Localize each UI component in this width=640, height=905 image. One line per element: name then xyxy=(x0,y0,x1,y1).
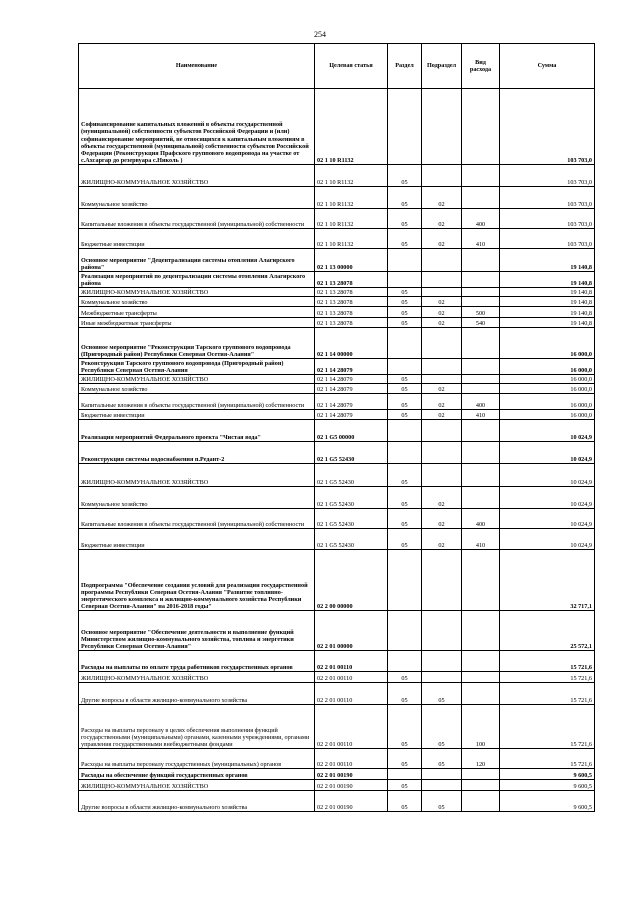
row-name: ЖИЛИЩНО-КОММУНАЛЬНОЕ ХОЗЯЙСТВО xyxy=(79,375,315,384)
row-expense-type xyxy=(462,780,500,791)
row-section: 05 xyxy=(388,288,422,297)
table-row xyxy=(79,229,595,249)
row-section: 05 xyxy=(388,683,422,705)
row-sum: 103 703,0 xyxy=(500,89,595,165)
row-name: Иные межбюджетные трансферты xyxy=(79,318,315,328)
row-target-article: 02 1 14 28079 xyxy=(315,394,388,410)
row-section: 05 xyxy=(388,229,422,249)
table-row xyxy=(79,464,595,487)
row-section: 05 xyxy=(388,529,422,550)
row-sum: 15 721,6 xyxy=(500,651,595,672)
row-name: Капитальные вложения в объекты государственной (муниципальной) собственности xyxy=(79,394,315,410)
row-name: Расходы на выплаты персоналу государственных (муниципальных) органов xyxy=(79,749,315,769)
row-subsection: 05 xyxy=(422,791,462,812)
table-body xyxy=(79,89,595,812)
row-sum: 19 140,8 xyxy=(500,297,595,307)
header-target-article: Целевая статья xyxy=(315,44,388,89)
table-row xyxy=(79,249,595,272)
row-target-article: 02 1 10 R1132 xyxy=(315,89,388,165)
row-target-article: 02 1 13 28078 xyxy=(315,288,388,297)
row-section xyxy=(388,651,422,672)
row-expense-type: 410 xyxy=(462,229,500,249)
table-row xyxy=(79,780,595,791)
row-name: Другие вопросы в области жилищно-коммунального хозяйства xyxy=(79,791,315,812)
row-section: 05 xyxy=(388,780,422,791)
row-name: Бюджетные инвестиции xyxy=(79,410,315,420)
row-section: 05 xyxy=(388,487,422,509)
row-expense-type xyxy=(462,487,500,509)
row-subsection: 02 xyxy=(422,394,462,410)
row-name: Реконструкция системы водоснабжения п.Редант-2 xyxy=(79,442,315,464)
row-target-article: 02 1 14 28079 xyxy=(315,410,388,420)
row-expense-type xyxy=(462,272,500,288)
row-target-article: 02 1 G5 52430 xyxy=(315,529,388,550)
table-row xyxy=(79,328,595,359)
row-expense-type xyxy=(462,89,500,165)
row-sum: 25 572,1 xyxy=(500,611,595,651)
row-expense-type: 400 xyxy=(462,509,500,529)
row-expense-type xyxy=(462,651,500,672)
row-expense-type xyxy=(462,375,500,384)
table-row xyxy=(79,749,595,769)
table-row xyxy=(79,89,595,165)
row-name: Бюджетные инвестиции xyxy=(79,529,315,550)
row-subsection xyxy=(422,651,462,672)
table-row xyxy=(79,187,595,209)
table-row xyxy=(79,394,595,410)
row-target-article: 02 2 01 00190 xyxy=(315,791,388,812)
table-row xyxy=(79,420,595,442)
row-target-article: 02 1 G5 52430 xyxy=(315,464,388,487)
row-section: 05 xyxy=(388,375,422,384)
row-expense-type: 120 xyxy=(462,749,500,769)
row-sum: 19 140,8 xyxy=(500,272,595,288)
table-row xyxy=(79,384,595,394)
row-sum: 16 000,0 xyxy=(500,328,595,359)
row-expense-type xyxy=(462,442,500,464)
row-sum: 103 703,0 xyxy=(500,165,595,187)
row-subsection: 02 xyxy=(422,509,462,529)
table-row xyxy=(79,288,595,297)
row-expense-type: 400 xyxy=(462,209,500,229)
row-target-article: 02 1 10 R1132 xyxy=(315,209,388,229)
row-name: ЖИЛИЩНО-КОММУНАЛЬНОЕ ХОЗЯЙСТВО xyxy=(79,464,315,487)
row-name: Софинансирование капитальных вложений в объекты государственной (муниципальной) собственности субъектов Российской Федерации и (или) софинансирование мероприятий, не относящихся к капитальным вложениям в объекты государственной (муниципальной) собственности субъектов Российской Федерации (Реконструкция Прафского группового водопровода на участке от с.Ахсаргар до резервуара с.Николь ) xyxy=(79,89,315,165)
row-target-article: 02 2 01 00000 xyxy=(315,611,388,651)
row-section xyxy=(388,272,422,288)
table-row xyxy=(79,297,595,307)
row-section xyxy=(388,769,422,780)
row-subsection: 02 xyxy=(422,307,462,318)
row-section: 05 xyxy=(388,318,422,328)
header-subsection: Подраздел xyxy=(422,44,462,89)
row-expense-type xyxy=(462,791,500,812)
row-sum: 16 000,0 xyxy=(500,410,595,420)
row-expense-type xyxy=(462,611,500,651)
row-sum: 103 703,0 xyxy=(500,229,595,249)
table-row xyxy=(79,651,595,672)
row-target-article: 02 1 G5 00000 xyxy=(315,420,388,442)
row-subsection: 02 xyxy=(422,297,462,307)
row-expense-type xyxy=(462,769,500,780)
page-number: 254 xyxy=(314,30,326,39)
row-target-article: 02 1 13 28078 xyxy=(315,297,388,307)
row-sum: 19 140,8 xyxy=(500,307,595,318)
row-name: ЖИЛИЩНО-КОММУНАЛЬНОЕ ХОЗЯЙСТВО xyxy=(79,165,315,187)
row-name: Реализация мероприятий по децентрализации системы отопления Алагирского района xyxy=(79,272,315,288)
row-subsection: 05 xyxy=(422,705,462,749)
row-target-article: 02 1 G5 52430 xyxy=(315,509,388,529)
row-sum: 15 721,6 xyxy=(500,705,595,749)
row-sum: 9 600,5 xyxy=(500,769,595,780)
row-subsection: 02 xyxy=(422,529,462,550)
row-sum: 32 717,1 xyxy=(500,550,595,611)
row-sum: 19 140,8 xyxy=(500,249,595,272)
header-expense-type: Вид расхода xyxy=(462,44,500,89)
row-target-article: 02 1 14 00000 xyxy=(315,328,388,359)
row-sum: 10 024,9 xyxy=(500,487,595,509)
table-row xyxy=(79,487,595,509)
row-section: 05 xyxy=(388,384,422,394)
row-name: Основное мероприятие "Децентрализация системы отопления Алагирского района" xyxy=(79,249,315,272)
row-subsection: 05 xyxy=(422,683,462,705)
row-sum: 10 024,9 xyxy=(500,464,595,487)
table-row xyxy=(79,550,595,611)
budget-table xyxy=(78,43,595,812)
row-expense-type: 500 xyxy=(462,307,500,318)
row-sum: 19 140,8 xyxy=(500,288,595,297)
row-name: Основное мероприятие "Обеспечение деятельности и выполнение функций Министерством жилищно-коммунального хозяйства, топлива и энергетики Республики Северная Осетия-Алания" xyxy=(79,611,315,651)
row-subsection xyxy=(422,249,462,272)
row-target-article: 02 1 G5 52430 xyxy=(315,442,388,464)
table-row xyxy=(79,272,595,288)
row-expense-type: 100 xyxy=(462,705,500,749)
row-subsection: 02 xyxy=(422,187,462,209)
row-sum: 10 024,9 xyxy=(500,420,595,442)
row-target-article: 02 1 10 R1132 xyxy=(315,229,388,249)
row-expense-type xyxy=(462,672,500,683)
row-subsection: 05 xyxy=(422,749,462,769)
row-section xyxy=(388,550,422,611)
table-row xyxy=(79,359,595,375)
table-row xyxy=(79,318,595,328)
row-name: Подпрограмма "Обеспечение создания условий для реализации государственной программы Республики Северная Осетия-Алания "Развитие топливно-энергетического комплекса и жилищно-коммунального хозяйства Республики Северная Осетия-Алания" на 2016-2018 годы" xyxy=(79,550,315,611)
table-row xyxy=(79,529,595,550)
row-sum: 10 024,9 xyxy=(500,529,595,550)
row-expense-type xyxy=(462,288,500,297)
row-expense-type: 400 xyxy=(462,394,500,410)
row-name: ЖИЛИЩНО-КОММУНАЛЬНОЕ ХОЗЯЙСТВО xyxy=(79,672,315,683)
row-sum: 16 000,0 xyxy=(500,359,595,375)
row-section xyxy=(388,420,422,442)
table-row xyxy=(79,410,595,420)
header-sum: Сумма xyxy=(500,44,595,89)
row-section: 05 xyxy=(388,394,422,410)
row-target-article: 02 1 13 00000 xyxy=(315,249,388,272)
row-target-article: 02 1 14 28079 xyxy=(315,359,388,375)
row-expense-type xyxy=(462,420,500,442)
row-subsection xyxy=(422,328,462,359)
row-subsection xyxy=(422,780,462,791)
table-row xyxy=(79,165,595,187)
row-name: Расходы на обеспечение функций государственных органов xyxy=(79,769,315,780)
row-section: 05 xyxy=(388,307,422,318)
header-section: Раздел xyxy=(388,44,422,89)
table-row xyxy=(79,442,595,464)
row-sum: 10 024,9 xyxy=(500,509,595,529)
table-row xyxy=(79,611,595,651)
row-target-article: 02 2 01 00110 xyxy=(315,651,388,672)
row-expense-type xyxy=(462,249,500,272)
row-sum: 16 000,0 xyxy=(500,384,595,394)
row-sum: 9 600,5 xyxy=(500,791,595,812)
row-subsection xyxy=(422,165,462,187)
row-section: 05 xyxy=(388,165,422,187)
row-subsection xyxy=(422,288,462,297)
row-sum: 19 140,8 xyxy=(500,318,595,328)
row-target-article: 02 1 13 28078 xyxy=(315,307,388,318)
table-header-row xyxy=(79,44,595,89)
row-target-article: 02 1 13 28078 xyxy=(315,318,388,328)
row-subsection: 02 xyxy=(422,487,462,509)
table-row xyxy=(79,683,595,705)
row-section xyxy=(388,249,422,272)
row-expense-type: 540 xyxy=(462,318,500,328)
row-sum: 16 000,0 xyxy=(500,394,595,410)
table-row xyxy=(79,769,595,780)
row-section: 05 xyxy=(388,749,422,769)
row-name: Бюджетные инвестиции xyxy=(79,229,315,249)
row-section xyxy=(388,611,422,651)
row-section xyxy=(388,328,422,359)
row-target-article: 02 2 01 00110 xyxy=(315,672,388,683)
row-name: Капитальные вложения в объекты государственной (муниципальной) собственности xyxy=(79,509,315,529)
row-expense-type xyxy=(462,384,500,394)
row-subsection xyxy=(422,89,462,165)
row-subsection xyxy=(422,672,462,683)
row-name: Межбюджетные трансферты xyxy=(79,307,315,318)
row-sum: 16 000,0 xyxy=(500,375,595,384)
row-name: ЖИЛИЩНО-КОММУНАЛЬНОЕ ХОЗЯЙСТВО xyxy=(79,288,315,297)
table-row xyxy=(79,705,595,749)
row-sum: 15 721,6 xyxy=(500,749,595,769)
row-expense-type xyxy=(462,359,500,375)
row-sum: 103 703,0 xyxy=(500,187,595,209)
row-section xyxy=(388,442,422,464)
row-sum: 103 703,0 xyxy=(500,209,595,229)
row-expense-type xyxy=(462,328,500,359)
row-section: 05 xyxy=(388,209,422,229)
row-target-article: 02 1 G5 52430 xyxy=(315,487,388,509)
row-section: 05 xyxy=(388,297,422,307)
row-subsection xyxy=(422,464,462,487)
row-expense-type: 410 xyxy=(462,410,500,420)
row-expense-type xyxy=(462,187,500,209)
header-name: Наименование xyxy=(79,44,315,89)
row-section: 05 xyxy=(388,187,422,209)
row-section xyxy=(388,359,422,375)
row-subsection: 02 xyxy=(422,384,462,394)
row-target-article: 02 1 10 R1132 xyxy=(315,187,388,209)
row-sum: 15 721,6 xyxy=(500,672,595,683)
row-subsection xyxy=(422,550,462,611)
row-subsection xyxy=(422,769,462,780)
row-target-article: 02 1 13 28078 xyxy=(315,272,388,288)
row-expense-type xyxy=(462,297,500,307)
row-name: Коммунальное хозяйство xyxy=(79,187,315,209)
table-row xyxy=(79,209,595,229)
row-subsection xyxy=(422,375,462,384)
row-name: Реализация мероприятий Федерального проекта "Чистая вода" xyxy=(79,420,315,442)
row-subsection xyxy=(422,420,462,442)
row-target-article: 02 2 01 00190 xyxy=(315,769,388,780)
row-section: 05 xyxy=(388,509,422,529)
row-section: 05 xyxy=(388,672,422,683)
row-subsection: 02 xyxy=(422,209,462,229)
row-name: Основное мероприятие "Реконструкция Тарского группового водопровода (Пригородный район) Республики Северная Осетия-Алания" xyxy=(79,328,315,359)
row-target-article: 02 1 10 R1132 xyxy=(315,165,388,187)
table-row xyxy=(79,375,595,384)
row-name: Реконструкция Тарского группового водопровода (Пригородный район) Республики Северная Осетия-Алания xyxy=(79,359,315,375)
row-expense-type xyxy=(462,550,500,611)
row-sum: 10 024,9 xyxy=(500,442,595,464)
row-target-article: 02 1 14 28079 xyxy=(315,375,388,384)
row-section: 05 xyxy=(388,410,422,420)
row-target-article: 02 2 01 00110 xyxy=(315,749,388,769)
table-row xyxy=(79,307,595,318)
row-subsection xyxy=(422,272,462,288)
row-expense-type xyxy=(462,165,500,187)
row-name: Коммунальное хозяйство xyxy=(79,384,315,394)
row-subsection xyxy=(422,442,462,464)
table-row xyxy=(79,672,595,683)
row-expense-type: 410 xyxy=(462,529,500,550)
row-subsection xyxy=(422,359,462,375)
row-target-article: 02 2 01 00190 xyxy=(315,780,388,791)
row-name: ЖИЛИЩНО-КОММУНАЛЬНОЕ ХОЗЯЙСТВО xyxy=(79,780,315,791)
row-sum: 9 600,5 xyxy=(500,780,595,791)
row-target-article: 02 2 01 00110 xyxy=(315,683,388,705)
row-target-article: 02 1 14 28079 xyxy=(315,384,388,394)
row-name: Коммунальное хозяйство xyxy=(79,487,315,509)
row-target-article: 02 2 00 00000 xyxy=(315,550,388,611)
row-section xyxy=(388,89,422,165)
row-section: 05 xyxy=(388,705,422,749)
row-subsection: 02 xyxy=(422,318,462,328)
row-expense-type xyxy=(462,464,500,487)
row-name: Другие вопросы в области жилищно-коммунального хозяйства xyxy=(79,683,315,705)
row-subsection xyxy=(422,611,462,651)
row-sum: 15 721,6 xyxy=(500,683,595,705)
row-name: Коммунальное хозяйство xyxy=(79,297,315,307)
table-row xyxy=(79,509,595,529)
row-name: Расходы на выплаты по оплате труда работников государственных органов xyxy=(79,651,315,672)
row-target-article: 02 2 01 00110 xyxy=(315,705,388,749)
row-name: Расходы на выплаты персоналу в целях обеспечения выполнения функций государственными (муниципальными) органами, казенными учреждениями, органами управления государственными внебюджетными фондами xyxy=(79,705,315,749)
row-expense-type xyxy=(462,683,500,705)
row-section: 05 xyxy=(388,464,422,487)
row-subsection: 02 xyxy=(422,229,462,249)
table-row xyxy=(79,791,595,812)
row-section: 05 xyxy=(388,791,422,812)
row-name: Капитальные вложения в объекты государственной (муниципальной) собственности xyxy=(79,209,315,229)
row-subsection: 02 xyxy=(422,410,462,420)
